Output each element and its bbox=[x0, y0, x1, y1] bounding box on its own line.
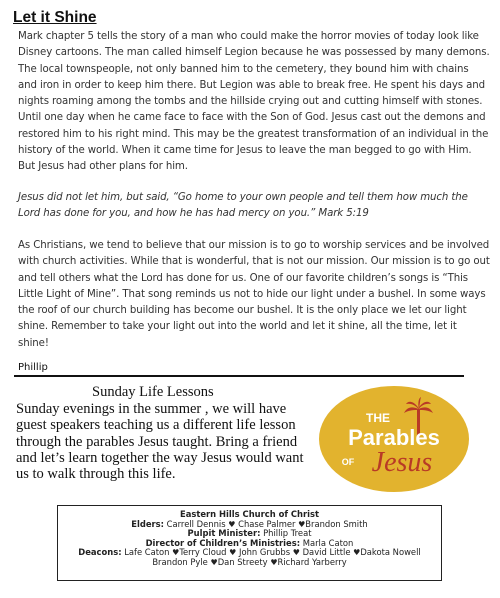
heart-icon: ♥ bbox=[353, 548, 361, 558]
elders-label: Elders: bbox=[131, 518, 164, 529]
children-director-name: Marla Caton bbox=[302, 537, 354, 548]
church-info-box bbox=[57, 505, 442, 581]
parables-logo bbox=[318, 385, 470, 493]
article-title: Let it Shine bbox=[13, 9, 97, 26]
logo-text-jesus: Jesus bbox=[371, 447, 433, 478]
heart-icon: ♥ bbox=[292, 548, 300, 558]
children-label: Director of Children’s Ministries: bbox=[145, 537, 301, 548]
elder-name: Carrell Dennis bbox=[166, 518, 226, 529]
article-paragraph: Mark chapter 5 tells the story of a man who could make the horror movies of today look like Disney cartoons. The man called himself Legion because he was possessed by many demons. The local townspeople, not only banned him to the cemetery, they bound him with chains and iron in order to keep him there. But Legion was able to break free. He spent his days and nights roaming among the tombs and the hillside crying out and cutting himself with stones. Until one day when he came face to face with the Son of God. Jesus cast out the demons and restored him to his right mind. This may be the greatest transformation of an individual in the history of the world. When it came time for Jesus to leave the man begged to go with Him. But Jesus had other plans for him. bbox=[18, 31, 490, 173]
pulpit-label: Pulpit Minister: bbox=[187, 528, 261, 539]
article-paragraph: As Christians, we tend to believe that our mission is to go to worship services and be involved with church activities. While that is wonderful, that is not our mission. Our mission is to go out and tell others what the Lord has done for us. One of our favorite children’s songs is “This Little Light of Mine”. That song reminds us not to hide our light under a bushel. In some ways the roof of our church building has become our bushel. It is the only place we let our light shine. Remember to take your light out into the world and let it shine, all the time, let it shine! bbox=[18, 240, 490, 349]
deacon-name: Richard Yarberry bbox=[277, 556, 347, 567]
deacon-name: Dan Streety bbox=[217, 556, 268, 567]
heart-icon: ♥ bbox=[228, 519, 236, 529]
deacon-name: David Little bbox=[302, 547, 351, 558]
scripture-quote: Jesus did not let him, but said, “Go home to your own people and tell them how much the Lord has done for you, and how he has had mercy on you.” Mark 5:19 bbox=[18, 192, 468, 220]
deacon-name: Lafe Caton bbox=[124, 547, 170, 558]
elder-name: Brandon Smith bbox=[305, 518, 368, 529]
deacon-name: Terry Cloud bbox=[179, 547, 227, 558]
deacon-name: Brandon Pyle bbox=[152, 556, 208, 567]
deacons-label: Deacons: bbox=[78, 547, 122, 558]
pulpit-minister-name: Phillip Treat bbox=[263, 528, 312, 539]
heart-icon: ♥ bbox=[298, 519, 306, 529]
logo-text-the: THE bbox=[366, 411, 390, 425]
heart-icon: ♥ bbox=[210, 557, 218, 567]
church-name: Eastern Hills Church of Christ bbox=[179, 509, 320, 519]
author-signature: Phillip bbox=[18, 362, 48, 373]
heart-icon: ♥ bbox=[229, 548, 237, 558]
divider bbox=[14, 375, 464, 377]
heart-icon: ♥ bbox=[270, 557, 278, 567]
lessons-description: Sunday evenings in the summer , we will have guest speakers teaching us a different life lesson through the parables Jesus taught. Bring a friend and let’s learn together the way Jesus would want us to walk through this life. bbox=[16, 401, 304, 483]
deacon-name: John Grubbs bbox=[238, 547, 291, 558]
lessons-heading: Sunday Life Lessons bbox=[92, 384, 214, 400]
deacons-line-continued bbox=[58, 558, 441, 568]
heart-icon: ♥ bbox=[172, 548, 180, 558]
logo-text-parables: Parables bbox=[348, 425, 440, 450]
elder-name: Chase Palmer bbox=[238, 518, 296, 529]
logo-text-of: OF bbox=[341, 457, 355, 467]
deacon-name: Dakota Nowell bbox=[360, 547, 421, 558]
